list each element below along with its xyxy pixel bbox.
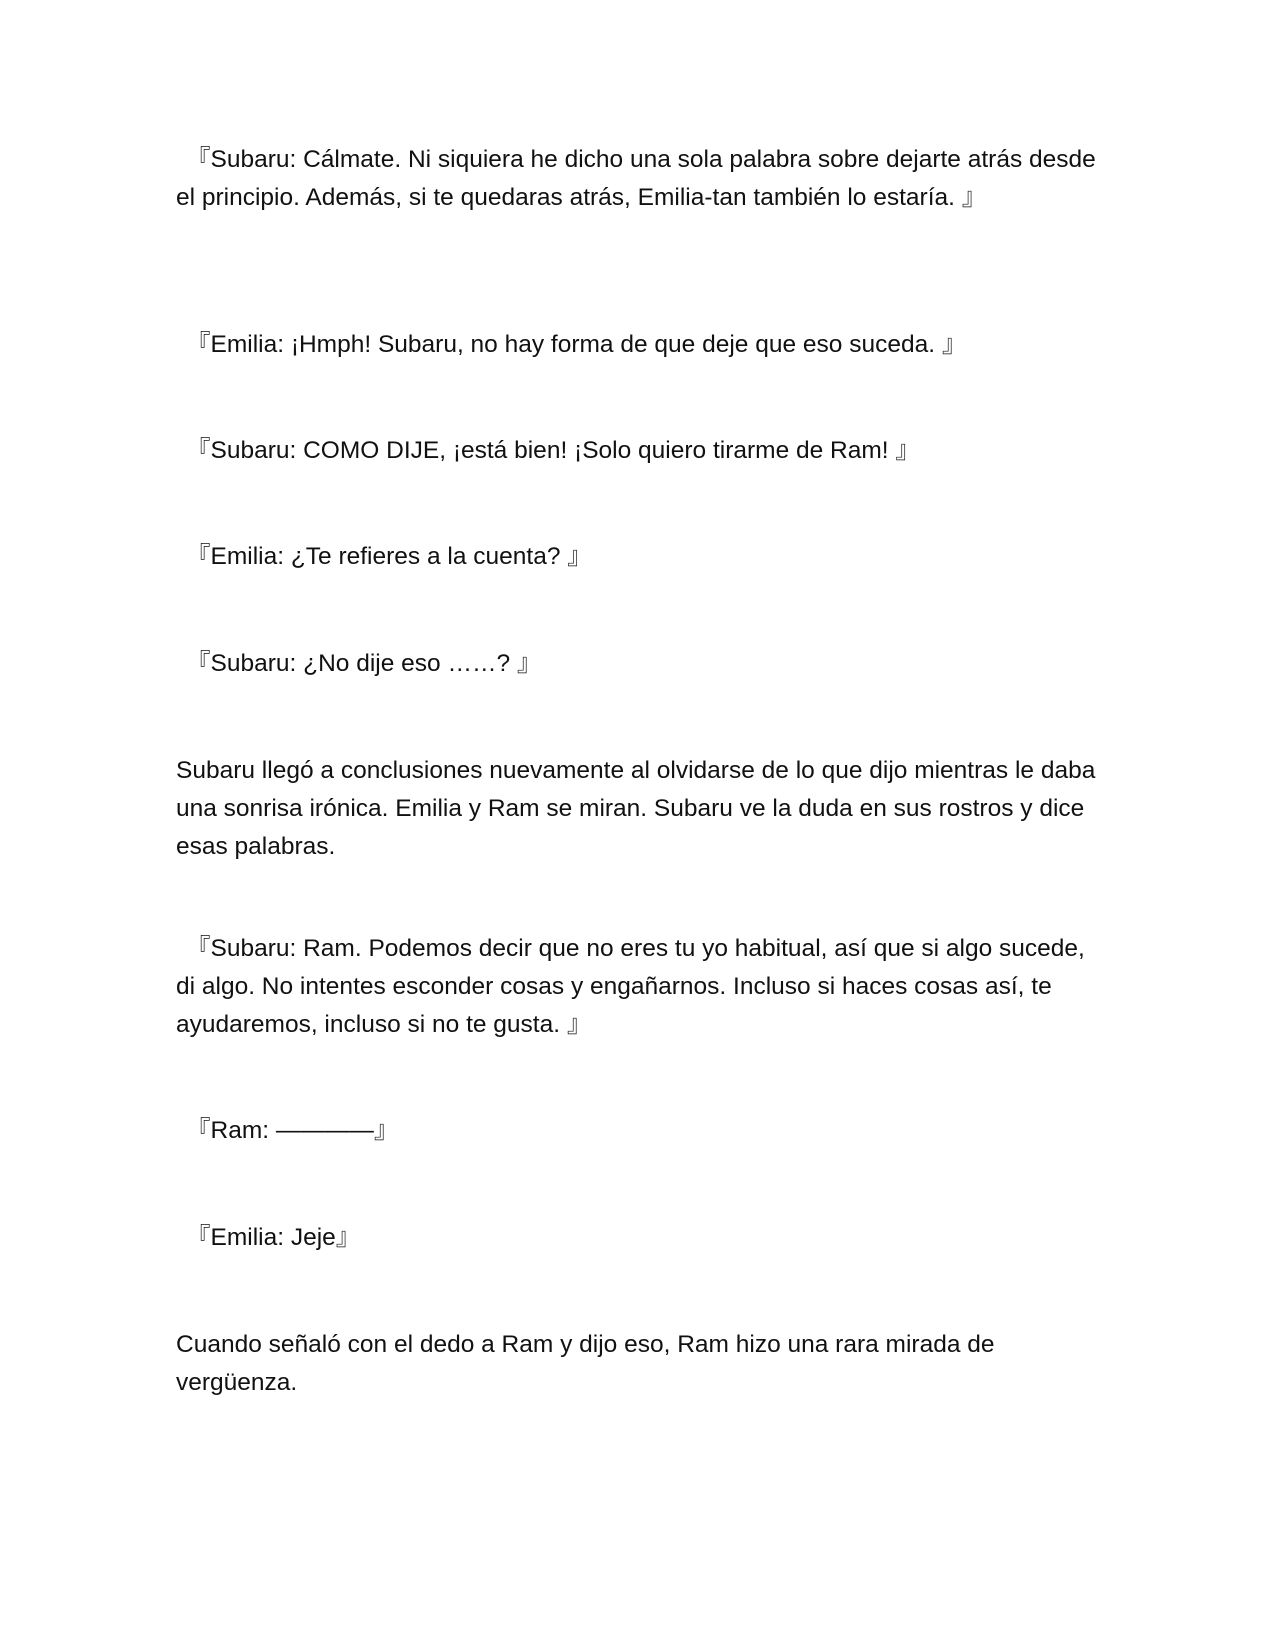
dialogue-paragraph: 『Subaru: COMO DIJE, ¡está bien! ¡Solo quiero tirarme de Ram! 』 (186, 437, 920, 464)
dialogue-paragraph: 『Emilia: ¡Hmph! Subaru, no hay forma de que deje que eso suceda. 』 (186, 331, 967, 358)
dialogue-paragraph: 『Subaru: Ram. Podemos decir que no eres tu yo habitual, así que si algo sucede, di algo. No intentes esconder cosas y engañarnos. Incluso si haces cosas así, te ayudaremos, incluso si no te gusta. 』 (176, 935, 1085, 1038)
dialogue-paragraph: 『Subaru: Cálmate. Ni siquiera he dicho una sola palabra sobre dejarte atrás desde el principio. Además, si te quedaras atrás, Emilia-tan también lo estaría. 』 (176, 146, 1096, 211)
dialogue-paragraph: 『Emilia: Jeje』 (186, 1224, 361, 1251)
narration-paragraph: Cuando señaló con el dedo a Ram y dijo eso, Ram hizo una rara mirada de vergüenza. (176, 1331, 995, 1396)
dialogue-paragraph: 『Subaru: ¿No dije eso ……? 』 (186, 650, 542, 677)
dialogue-paragraph: 『Ram: ————』 (186, 1117, 399, 1144)
dialogue-paragraph: 『Emilia: ¿Te refieres a la cuenta? 』 (186, 543, 592, 570)
narration-paragraph: Subaru llegó a conclusiones nuevamente al olvidarse de lo que dijo mientras le daba una sonrisa irónica. Emilia y Ram se miran. Subaru ve la duda en sus rostros y dice esas palabras. (176, 757, 1096, 860)
